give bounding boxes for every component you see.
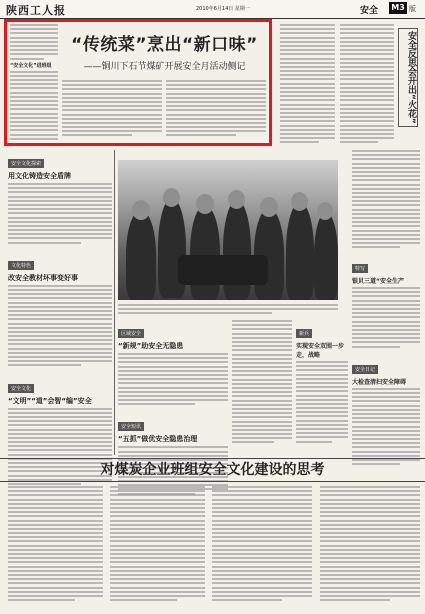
page-number: M3	[389, 2, 407, 14]
bottom-banner	[0, 458, 425, 482]
top-right-col-2	[340, 24, 394, 145]
mid-section-title-3[interactable]: 实现安全双围一步走，战略	[296, 343, 345, 359]
right-section-tag-2: 安全日记	[352, 365, 378, 374]
newspaper-logo: 陕西工人报	[6, 4, 66, 17]
bottom-col-2	[110, 486, 205, 603]
top-right-col-1	[280, 24, 335, 145]
section-name: 安全	[360, 6, 379, 16]
dateline: 2010年6月14日 星期一	[196, 6, 250, 12]
lead-headline-block	[62, 30, 267, 72]
photo-caption	[118, 304, 338, 317]
right-section-title-1[interactable]: 银贝三道“安全生产	[352, 278, 404, 285]
left-section-title-3[interactable]: “文明”“道”会智“编”安全	[8, 396, 92, 405]
masthead	[0, 0, 425, 19]
right-lower-column	[352, 255, 420, 467]
news-photo[interactable]	[118, 160, 338, 300]
mid-section-tag-2: 安全短讯	[118, 422, 144, 431]
lead-headline[interactable]: “传统菜”烹出“新口味”	[71, 35, 258, 55]
mid-section-title-2[interactable]: “五抓”做优安全隐患治理	[118, 435, 198, 444]
left-section-tag-3: 安全文化	[8, 384, 34, 393]
bottom-col-4	[320, 486, 420, 603]
column-divider	[114, 150, 115, 455]
left-section-tag-1: 安全文化探索	[8, 159, 44, 168]
lead-inline-heading: “安全文化”进班组	[10, 62, 52, 69]
right-section-tag-1: 特写	[352, 264, 368, 273]
bottom-headline[interactable]: 对煤炭企业班组安全文化建设的思考	[100, 462, 325, 478]
mid-section-title-1[interactable]: “新规”助安全无隐患	[118, 342, 184, 350]
left-section-tag-2: 文化特色	[8, 261, 34, 270]
right-col-body	[352, 150, 420, 251]
mid-section-tag-1: 区域安全	[118, 329, 144, 338]
lead-body-col-2	[166, 80, 266, 139]
left-section-title-2[interactable]: 改安全教材坏事变好事	[8, 273, 78, 282]
right-side-title[interactable]: 安全反思会开出“火花”	[398, 28, 418, 127]
left-column	[8, 150, 112, 487]
left-section-title-1[interactable]: 用文化铸造安全盾牌	[8, 172, 71, 180]
mid-section-tag-3: 新兵	[296, 329, 312, 338]
middle-lower-col-2	[232, 320, 292, 446]
right-section-title-2[interactable]: 大检查清扫安全障碍	[352, 378, 407, 386]
lead-subheadline: ——铜川下石节煤矿开展安全月活动侧记	[83, 62, 246, 72]
lead-left-body	[10, 24, 58, 142]
bottom-col-1	[8, 486, 103, 603]
middle-lower-col-3	[296, 320, 348, 445]
bottom-col-3	[212, 486, 312, 603]
lead-body-col-1	[62, 80, 162, 139]
page-suffix: 版	[409, 5, 416, 13]
